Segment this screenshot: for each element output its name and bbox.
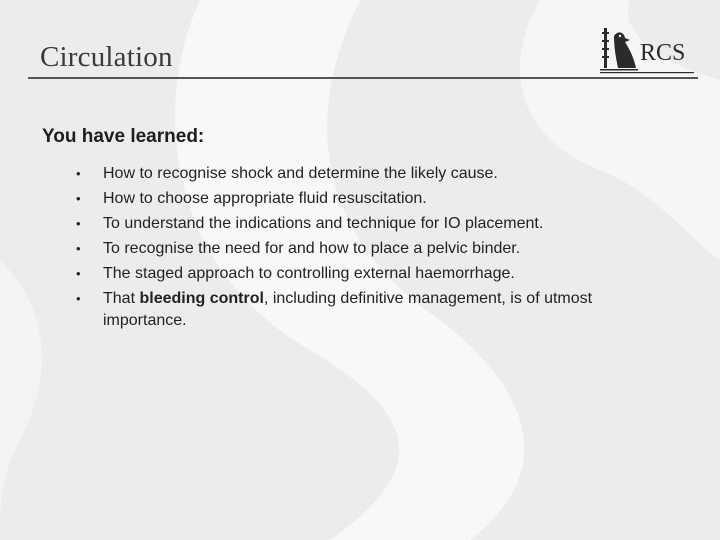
- bullet-icon: •: [76, 266, 81, 281]
- list-item: • To recognise the need for and how to place a pelvic binder.: [76, 238, 676, 260]
- bullet-icon: •: [76, 291, 81, 306]
- title-divider: [28, 77, 698, 79]
- list-item: • How to choose appropriate fluid resuscitation.: [76, 188, 676, 210]
- list-item: • The staged approach to controlling external haemorrhage.: [76, 263, 676, 285]
- list-item: • How to recognise shock and determine the likely cause.: [76, 163, 676, 185]
- list-item: • To understand the indications and technique for IO placement.: [76, 213, 676, 235]
- bullet-icon: •: [76, 216, 81, 231]
- bullet-icon: •: [76, 166, 81, 181]
- emphasis-text: bleeding control: [139, 290, 264, 307]
- bullet-icon: •: [76, 191, 81, 206]
- slide-title: Circulation: [40, 41, 173, 73]
- section-heading: You have learned:: [42, 126, 205, 147]
- bullet-icon: •: [76, 241, 81, 256]
- rcs-logo-text: RCS: [640, 40, 686, 66]
- learning-points-list: [76, 163, 676, 335]
- list-item: • That bleeding control, including definitive management, is of utmost importance.: [76, 290, 593, 329]
